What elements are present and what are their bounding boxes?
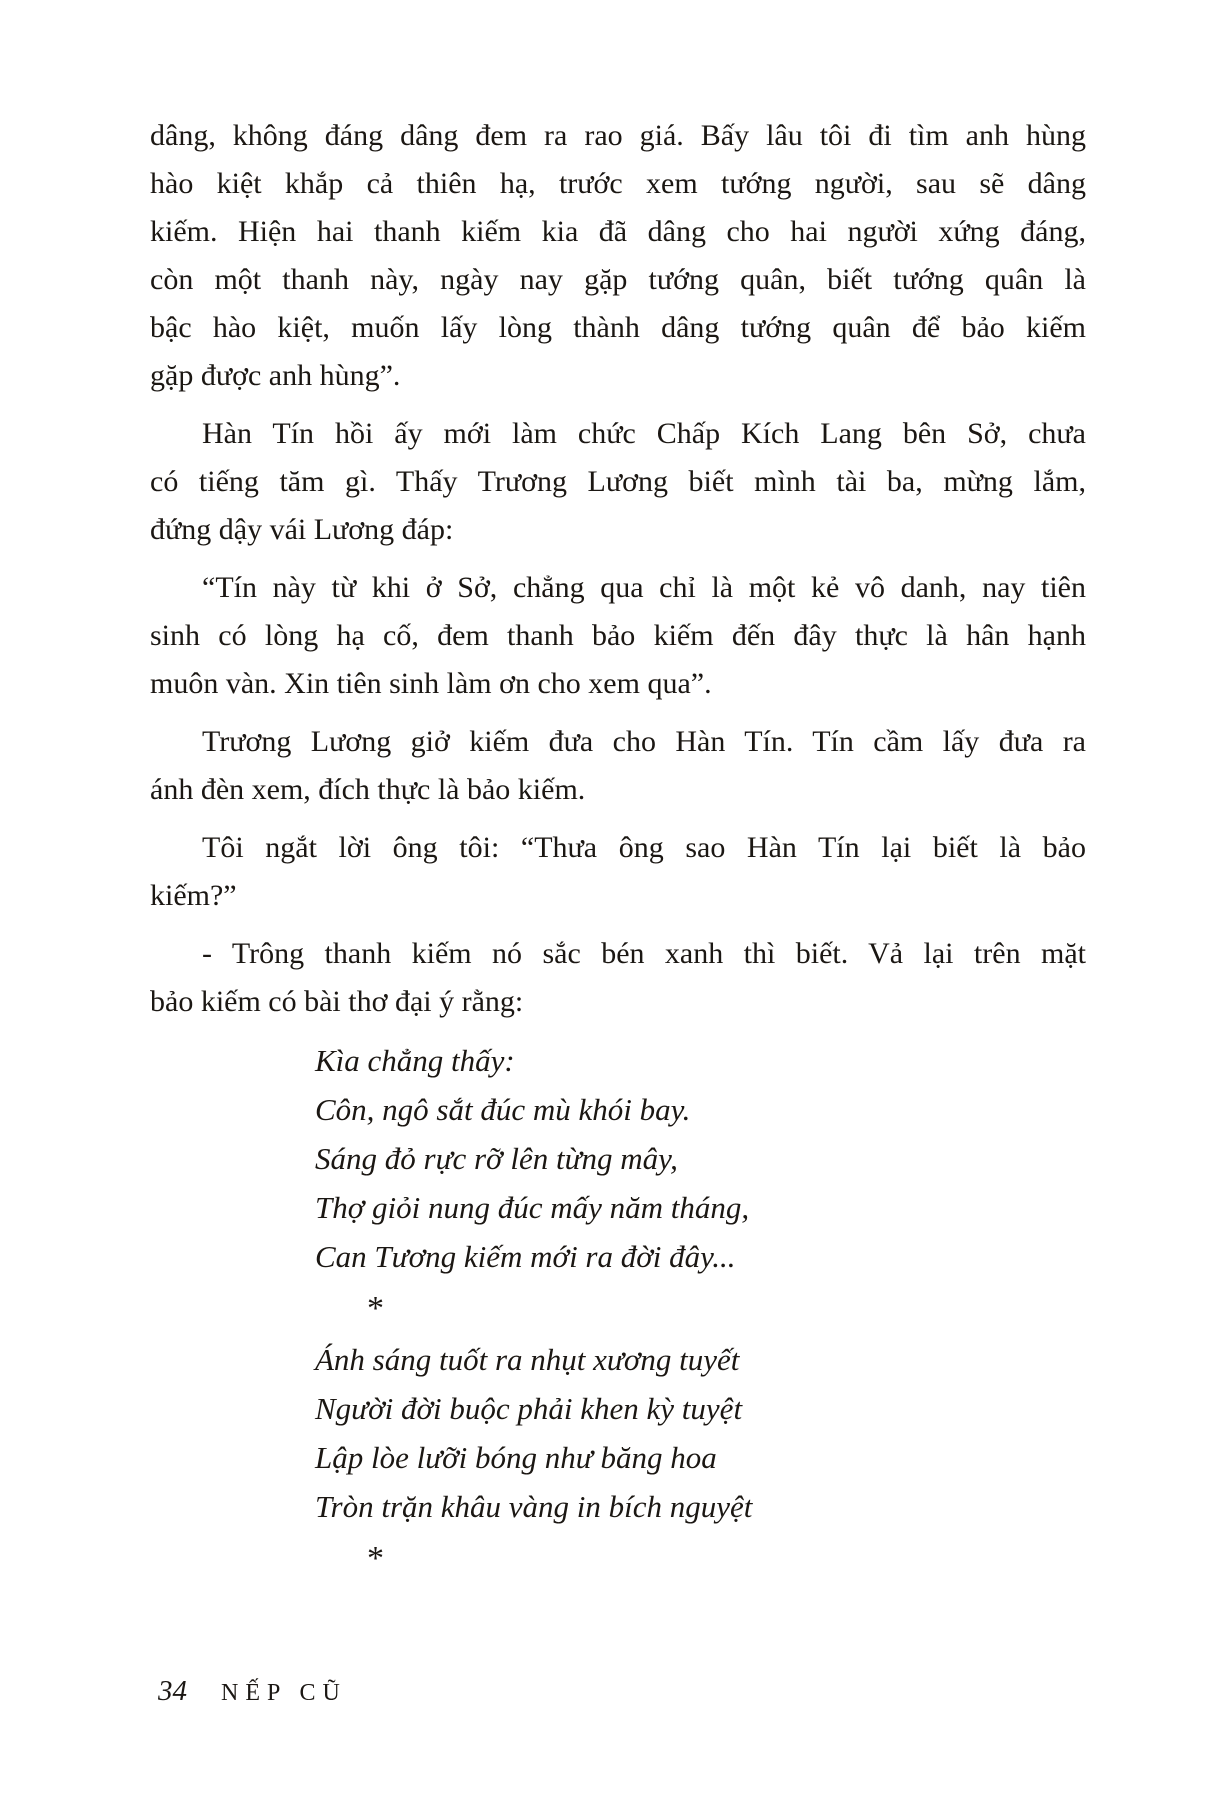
text-line: bậc hào kiệt, muốn lấy lòng thành dâng tướng quân để bảo kiếm bbox=[150, 311, 1086, 344]
text-line: ánh đèn xem, đích thực là bảo kiếm. bbox=[150, 773, 586, 806]
text-block bbox=[150, 112, 1086, 1583]
poem-stanza bbox=[315, 1036, 1086, 1281]
text-line: kiếm. Hiện hai thanh kiếm kia đã dâng cho hai người xứng đáng, bbox=[150, 215, 1086, 248]
running-title: NẾP CŨ bbox=[221, 1680, 347, 1706]
text-line: sinh có lòng hạ cố, đem thanh bảo kiếm đến đây thực là hân hạnh bbox=[150, 619, 1086, 652]
text-line: - Trông thanh kiếm nó sắc bén xanh thì biết. Vả lại trên mặt bbox=[202, 937, 1086, 970]
poem-line: Lập lòe lưỡi bóng như băng hoa bbox=[315, 1440, 717, 1475]
stanza-divider-star: * bbox=[367, 1290, 384, 1327]
page-number: 34 bbox=[158, 1675, 187, 1707]
paragraph bbox=[150, 824, 1086, 920]
poem-line: Người đời buộc phải khen kỳ tuyệt bbox=[315, 1391, 743, 1426]
paragraph bbox=[150, 718, 1086, 814]
page-footer bbox=[158, 1674, 347, 1710]
text-line: muôn vàn. Xin tiên sinh làm ơn cho xem qua”. bbox=[150, 667, 712, 700]
text-line: “Tín này từ khi ở Sở, chẳng qua chỉ là một kẻ vô danh, nay tiên bbox=[202, 571, 1086, 604]
poem-line: Tròn trặn khâu vàng in bích nguyệt bbox=[315, 1489, 753, 1524]
poem-line: Ánh sáng tuốt ra nhụt xương tuyết bbox=[315, 1342, 740, 1377]
paragraph bbox=[150, 564, 1086, 708]
text-line: Trương Lương giở kiếm đưa cho Hàn Tín. Tín cầm lấy đưa ra bbox=[202, 725, 1086, 758]
text-line: gặp được anh hùng”. bbox=[150, 359, 401, 392]
poem-stanza bbox=[315, 1335, 1086, 1531]
text-line: còn một thanh này, ngày nay gặp tướng quân, biết tướng quân là bbox=[150, 263, 1086, 296]
paragraph bbox=[150, 930, 1086, 1026]
text-line: Hàn Tín hồi ấy mới làm chức Chấp Kích Lang bên Sở, chưa bbox=[202, 417, 1086, 450]
text-line: dâng, không đáng dâng đem ra rao giá. Bấy lâu tôi đi tìm anh hùng bbox=[150, 119, 1086, 152]
text-line: kiếm?” bbox=[150, 879, 237, 912]
paragraph bbox=[150, 410, 1086, 554]
text-line: bảo kiếm có bài thơ đại ý rằng: bbox=[150, 985, 524, 1018]
text-line: đứng dậy vái Lương đáp: bbox=[150, 513, 454, 546]
paragraph bbox=[150, 112, 1086, 400]
poem-line: Sáng đỏ rực rỡ lên từng mây, bbox=[315, 1141, 678, 1176]
text-line: Tôi ngắt lời ông tôi: “Thưa ông sao Hàn Tín lại biết là bảo bbox=[202, 831, 1086, 864]
stanza-divider-star: * bbox=[367, 1540, 384, 1577]
text-line: có tiếng tăm gì. Thấy Trương Lương biết mình tài ba, mừng lắm, bbox=[150, 465, 1086, 498]
poem-line: Kìa chẳng thấy: bbox=[315, 1043, 515, 1078]
poem-line: Can Tương kiếm mới ra đời đây... bbox=[315, 1239, 736, 1274]
poem-line: Thợ giỏi nung đúc mấy năm tháng, bbox=[315, 1190, 750, 1225]
poem-line: Côn, ngô sắt đúc mù khói bay. bbox=[315, 1092, 691, 1127]
text-line: hào kiệt khắp cả thiên hạ, trước xem tướng người, sau sẽ dâng bbox=[150, 167, 1086, 200]
